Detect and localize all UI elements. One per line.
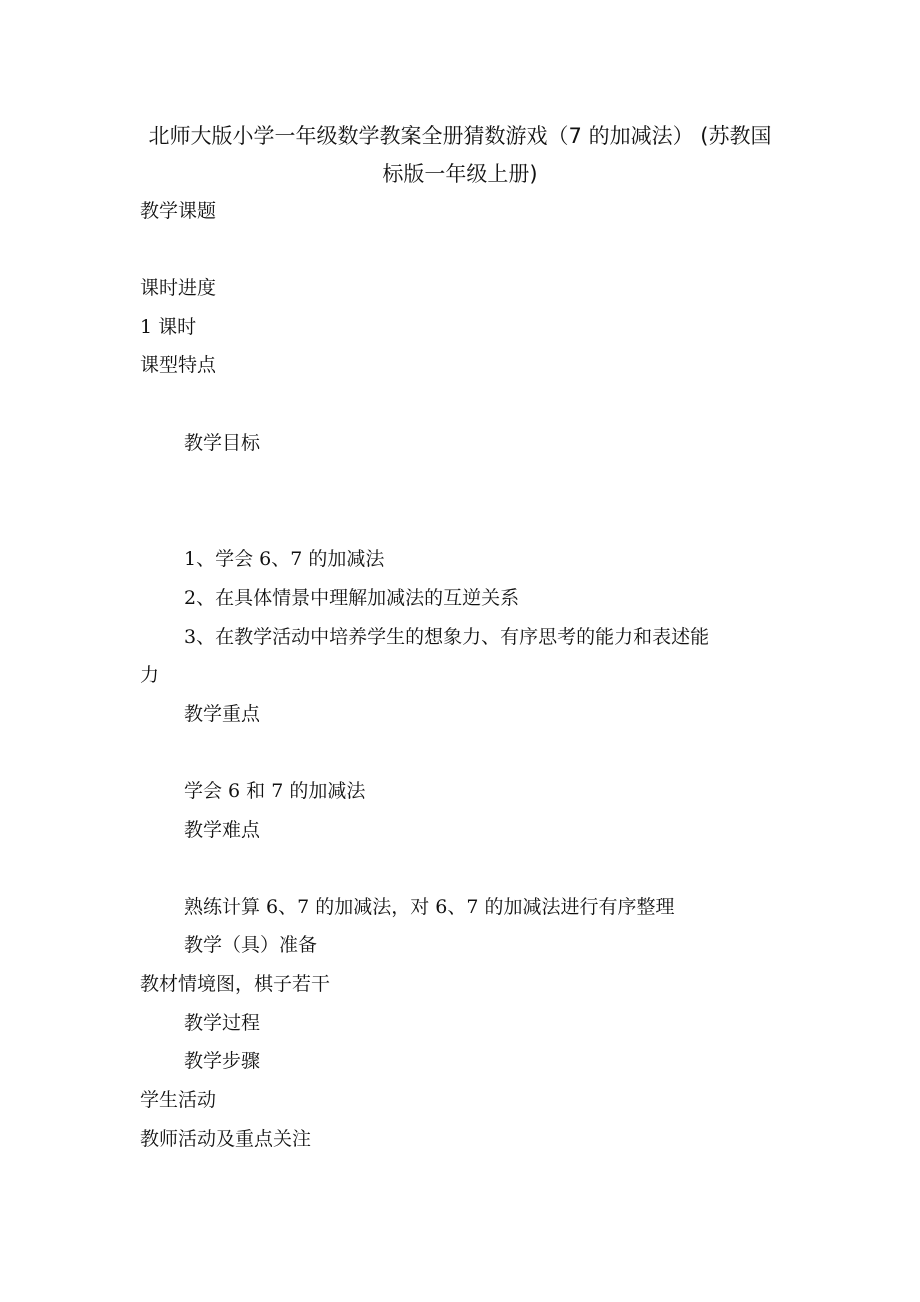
goal-item-2: 2、在具体情景中理解加减法的互逆关系: [184, 587, 520, 609]
goal-item-3-continued: 力: [140, 664, 160, 686]
process-label: 教学过程: [184, 1012, 261, 1034]
teacher-activity-label: 教师活动及重点关注: [140, 1128, 312, 1150]
goal-item-1: 1、学会 6、7 的加减法: [184, 548, 385, 570]
student-activity-label: 学生活动: [140, 1089, 217, 1111]
goals-label: 教学目标: [184, 432, 261, 454]
progress-value: 1 课时: [140, 316, 197, 338]
steps-label: 教学步骤: [184, 1050, 261, 1072]
difficulties-label: 教学难点: [184, 819, 261, 841]
goal-item-3: 3、在教学活动中培养学生的想象力、有序思考的能力和表述能: [184, 626, 710, 648]
type-label: 课型特点: [140, 354, 217, 376]
materials-value: 教材情境图，棋子若干: [140, 973, 331, 995]
difficulties-value: 熟练计算 6、7 的加减法，对 6、7 的加减法进行有序整理: [184, 896, 675, 918]
document-title-line-2: 标版一年级上册): [382, 162, 538, 186]
progress-label: 课时进度: [140, 277, 217, 299]
materials-label: 教学（具）准备: [184, 934, 318, 956]
document-title-line-1: 北师大版小学一年级数学教案全册猜数游戏（7 的加减法） (苏教国: [148, 124, 772, 148]
lesson-topic-label: 教学课题: [140, 200, 217, 222]
key-points-value: 学会 6 和 7 的加减法: [184, 780, 366, 802]
key-points-label: 教学重点: [184, 703, 261, 725]
